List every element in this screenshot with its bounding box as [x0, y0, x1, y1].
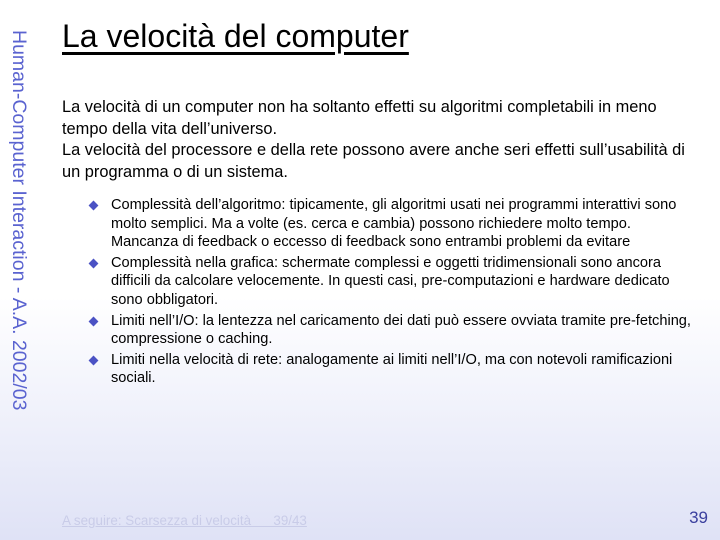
side-course-title: Human-Computer Interaction - A.A. 2002/03	[8, 30, 30, 411]
slide-title: La velocità del computer	[62, 18, 409, 54]
next-slide-link[interactable]: A seguire: Scarsezza di velocità 39/43	[62, 513, 307, 528]
diamond-bullet-icon	[89, 316, 99, 326]
diamond-bullet-icon	[89, 201, 99, 211]
intro-paragraph: La velocità di un computer non ha soltanto effetti su algoritmi completabili in meno tempo della vita dell’universo.	[62, 98, 657, 138]
bullet-text: Limiti nell’I/O: la lentezza nel caricamento dei dati può essere ovviata tramite pre-fetching, compressione o caching.	[111, 312, 691, 348]
diamond-bullet-icon	[89, 258, 99, 268]
intro-text	[62, 97, 702, 183]
bullet-item	[88, 351, 700, 388]
bullet-text: Complessità nella grafica: schermate complessi e oggetti tridimensionali sono ancora difficili da calcolare velocemente. In questi casi, pre-computazioni e hardware dedicato sono obbligatori.	[111, 254, 670, 308]
bullet-item	[88, 196, 700, 252]
bullet-text: Complessità dell’algoritmo: tipicamente, gli algoritmi usati nei programmi interattivi sono molto semplici. Ma a volte (es. cerca e cambia) possono richiedere molto tempo. Mancanza di feedback o eccesso di feedback sono entrambi problemi da evitare	[111, 197, 677, 251]
diamond-bullet-icon	[89, 355, 99, 365]
page-number: 39	[689, 508, 708, 527]
intro-paragraph: La velocità del processore e della rete possono avere anche seri effetti sull’usabilità di un programma o di un sistema.	[62, 141, 685, 181]
bullet-item	[88, 254, 700, 310]
bullet-list	[88, 196, 700, 390]
bullet-text: Limiti nella velocità di rete: analogamente ai limiti nell’I/O, ma con notevoli ramificazioni sociali.	[111, 351, 673, 387]
bullet-item	[88, 312, 700, 349]
